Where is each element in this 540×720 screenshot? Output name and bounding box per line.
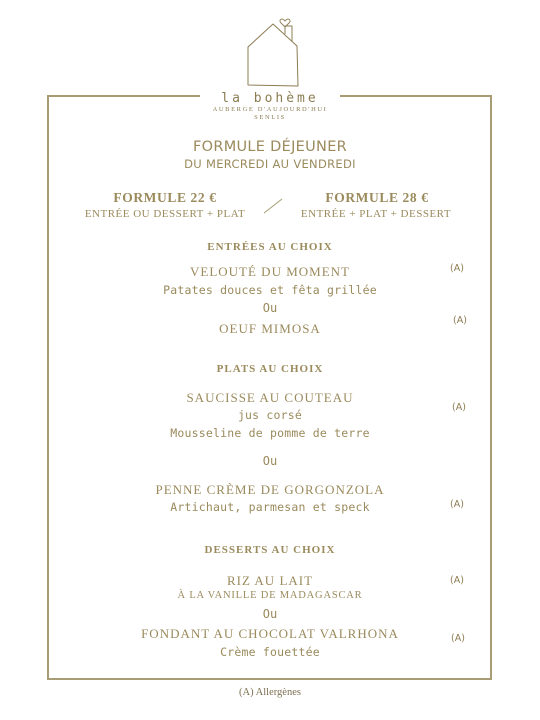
logo-name: la bohème xyxy=(221,91,319,106)
dessert-2-name: FONDANT AU CHOCOLAT VALRHONA xyxy=(141,626,399,641)
formule-22-description: ENTRÉE OU DESSERT + PLAT xyxy=(84,208,246,220)
or-separator: Ou xyxy=(262,454,278,468)
page-title: FORMULE DÉJEUNER xyxy=(192,139,348,155)
allergen-mark: (A) xyxy=(452,402,466,413)
allergen-mark: (A) xyxy=(451,633,465,644)
allergen-legend: (A) Allergènes xyxy=(239,687,301,698)
allergen-mark: (A) xyxy=(450,575,464,586)
plat-1-detail-1: jus corsé xyxy=(237,408,303,422)
dessert-1-detail: À LA VANILLE DE MADAGASCAR xyxy=(177,590,363,601)
logo-subtitle: AUBERGE D'AUJOURD'HUI xyxy=(212,106,328,113)
plat-1-name: SAUCISSE AU COUTEAU xyxy=(186,390,354,405)
or-separator: Ou xyxy=(262,301,278,315)
or-separator: Ou xyxy=(262,607,278,621)
desserts-heading: DESSERTS AU CHOIX xyxy=(204,544,336,556)
page-subtitle: DU MERCREDI AU VENDREDI xyxy=(184,157,356,171)
formule-28-description: ENTRÉE + PLAT + DESSERT xyxy=(300,208,452,220)
logo-city: SENLIS xyxy=(254,114,286,121)
plats-heading: PLATS AU CHOIX xyxy=(216,363,324,375)
plat-1-detail-2: Mousseline de pomme de terre xyxy=(170,426,370,440)
logo xyxy=(200,88,340,128)
entrees-heading: ENTRÉES AU CHOIX xyxy=(207,241,333,253)
plat-2-detail: Artichaut, parmesan et speck xyxy=(170,500,370,514)
plat-2-name: PENNE CRÈME DE GORGONZOLA xyxy=(155,482,385,497)
allergen-mark: (A) xyxy=(453,315,467,326)
formule-28-price: FORMULE 28 € xyxy=(325,190,429,205)
entree-1-detail: Patates douces et fêta grillée xyxy=(163,283,377,297)
entree-2-name: OEUF MIMOSA xyxy=(219,321,321,336)
dessert-1-name: RIZ AU LAIT xyxy=(226,573,314,588)
dessert-2-detail: Crème fouettée xyxy=(220,645,320,659)
allergen-mark: (A) xyxy=(450,263,464,274)
formule-22-price: FORMULE 22 € xyxy=(113,190,217,205)
allergen-mark: (A) xyxy=(450,499,464,510)
entree-1-name: VELOUTÉ DU MOMENT xyxy=(190,264,350,279)
house-logo-icon xyxy=(245,12,301,92)
